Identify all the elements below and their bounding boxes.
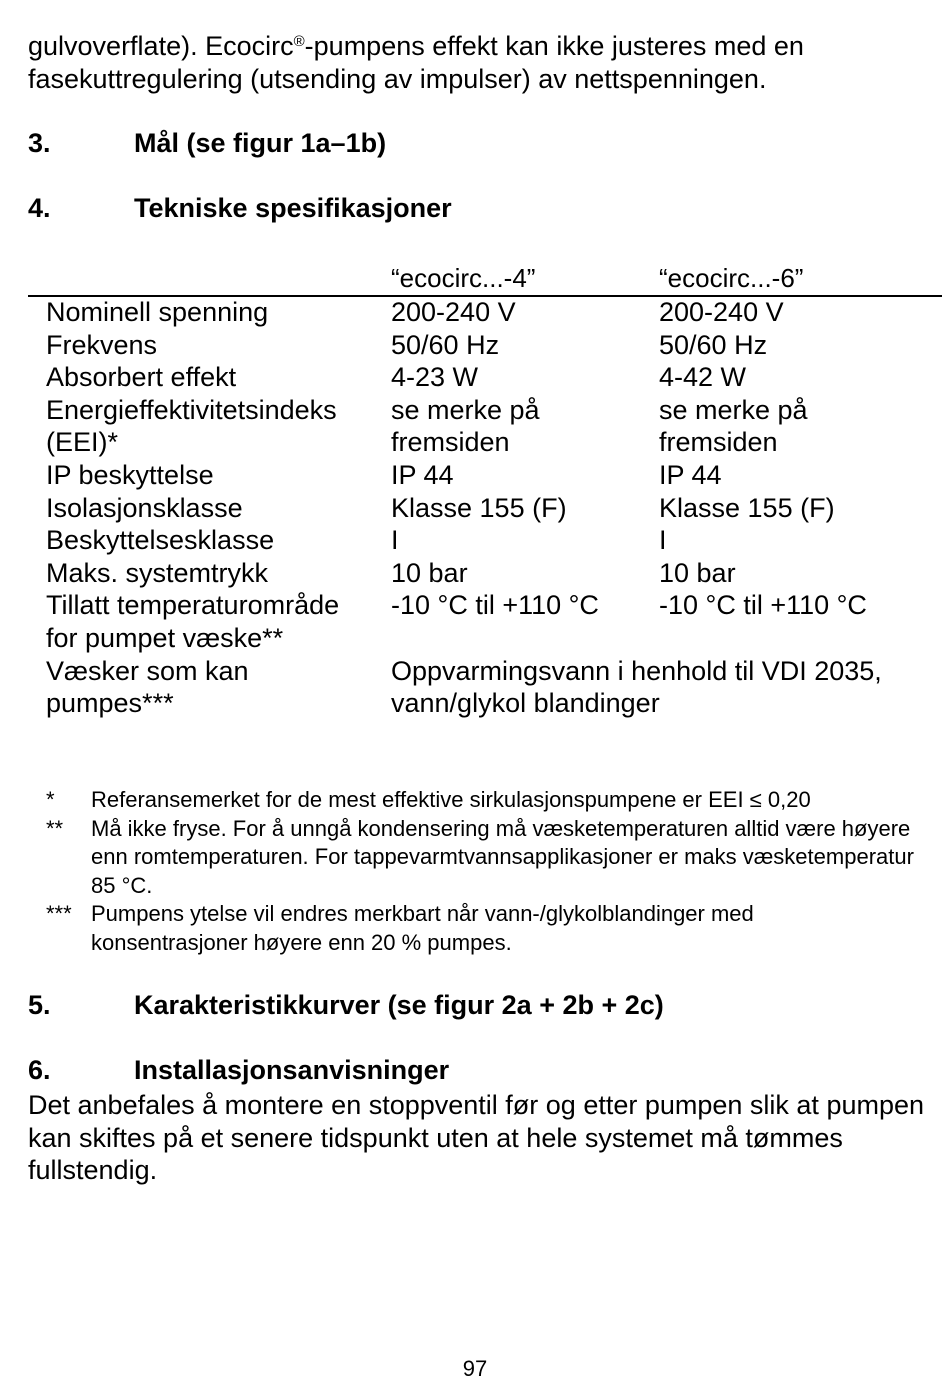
- spec-row: [46, 492, 946, 525]
- spec-value-6: 50/60 Hz: [659, 329, 768, 360]
- spec-value-6: -10 °C til +110 °C: [659, 590, 867, 621]
- installation-paragraph: Det anbefales å montere en stoppventil før og etter pumpen slik at pumpen kan skiftes på et senere tidspunkt uten at hele systemet må tømmes fullstendig.: [28, 1090, 925, 1185]
- section-heading-4: [28, 192, 452, 224]
- spec-label: Absorbert effekt: [46, 362, 237, 393]
- spec-label: Maks. systemtrykk: [46, 557, 269, 588]
- spec-label: Nominell spenning: [46, 297, 269, 327]
- spec-value-fluids: Oppvarmingsvann i henhold til VDI 2035, vann/glykol blandinger: [391, 655, 882, 719]
- section-title: Karakteristikkurver (se figur 2a + 2b + 2c): [134, 990, 664, 1020]
- section-number: 4.: [28, 193, 51, 223]
- spec-row: [46, 361, 946, 394]
- spec-value-6: 4-42 W: [659, 362, 747, 393]
- footnote-text: Pumpens ytelse vil endres merkbart når vann-/glykolblandinger med konsentrasjoner høyere enn 20 % pumpes.: [91, 901, 754, 955]
- spec-label: Isolasjonsklasse: [46, 492, 243, 523]
- spec-row: [46, 557, 946, 590]
- footnote: [46, 815, 926, 901]
- section-title: Tekniske spesifikasjoner: [134, 193, 452, 223]
- column-header-ecocirc-4: “ecocirc...-4”: [391, 263, 536, 293]
- spec-value-4: se merke på fremsiden: [391, 394, 540, 458]
- spec-value-4: 200-240 V: [391, 297, 516, 327]
- spec-row: [46, 296, 946, 329]
- spec-row: [46, 589, 946, 654]
- section-number: 3.: [28, 128, 51, 158]
- spec-value-4: 10 bar: [391, 557, 468, 588]
- column-header-ecocirc-6: “ecocirc...-6”: [659, 263, 804, 293]
- spec-row: [46, 394, 946, 459]
- intro-text-end: -pumpens effekt kan ikke justeres med en fasekuttregulering (utsending av impulser) av nettspenningen.: [28, 31, 804, 94]
- intro-text-start: gulvoverflate). Ecocirc: [28, 31, 294, 61]
- spec-value-4: IP 44: [391, 459, 454, 490]
- spec-row-fluids: [46, 655, 946, 720]
- spec-value-6: 200-240 V: [659, 297, 784, 327]
- footnote: [46, 900, 926, 957]
- spec-label: Væsker som kan pumpes***: [46, 655, 249, 719]
- section-title: Installasjonsanvisninger: [134, 1055, 450, 1085]
- spec-value-6: IP 44: [659, 459, 722, 490]
- intro-paragraph: [28, 30, 928, 95]
- spec-value-6: I: [659, 525, 667, 556]
- spec-value-4: I: [391, 525, 399, 556]
- spec-row: [46, 329, 946, 362]
- spec-value-4: Klasse 155 (F): [391, 492, 567, 523]
- section-heading-3: [28, 127, 386, 159]
- section-heading-6: [28, 1054, 449, 1086]
- spec-row: [46, 459, 946, 492]
- spec-label: Energieffektivitetsindeks (EEI)*: [46, 394, 337, 458]
- footnote-text: Må ikke fryse. For å unngå kondensering må væsketemperaturen alltid være høyere enn romtemperaturen. For tappevarmtvannsapplikasjoner er maks væsketemperatur 85 °C.: [91, 815, 914, 898]
- spec-label: Tillatt temperaturområde for pumpet væske**: [46, 590, 340, 653]
- registered-mark: ®: [293, 33, 305, 50]
- spec-label: IP beskyttelse: [46, 459, 214, 490]
- spec-label: Beskyttelsesklasse: [46, 525, 275, 556]
- section-number: 5.: [28, 990, 51, 1020]
- footnote-mark: *: [46, 787, 55, 812]
- section-number: 6.: [28, 1055, 51, 1085]
- section-title: Mål (se figur 1a–1b): [134, 128, 387, 158]
- footnote: [46, 786, 926, 815]
- spec-value-6: 10 bar: [659, 557, 736, 588]
- spec-value-4: 4-23 W: [391, 362, 479, 393]
- spec-value-6: se merke på fremsiden: [659, 394, 808, 458]
- spec-row: [46, 524, 946, 557]
- spec-value-4: -10 °C til +110 °C: [391, 590, 599, 621]
- footnote-text: Referansemerket for de mest effektive sirkulasjonspumpene er EEI ≤ 0,20: [91, 787, 811, 812]
- page-number: 97: [462, 1356, 488, 1381]
- section-heading-5: [28, 989, 664, 1021]
- footnote-mark: ***: [46, 901, 72, 926]
- spec-value-4: 50/60 Hz: [391, 329, 500, 360]
- spec-label: Frekvens: [46, 329, 158, 360]
- spec-table: [46, 296, 946, 720]
- footnote-mark: **: [46, 815, 64, 841]
- footnotes: [46, 786, 926, 957]
- spec-value-6: Klasse 155 (F): [659, 492, 835, 523]
